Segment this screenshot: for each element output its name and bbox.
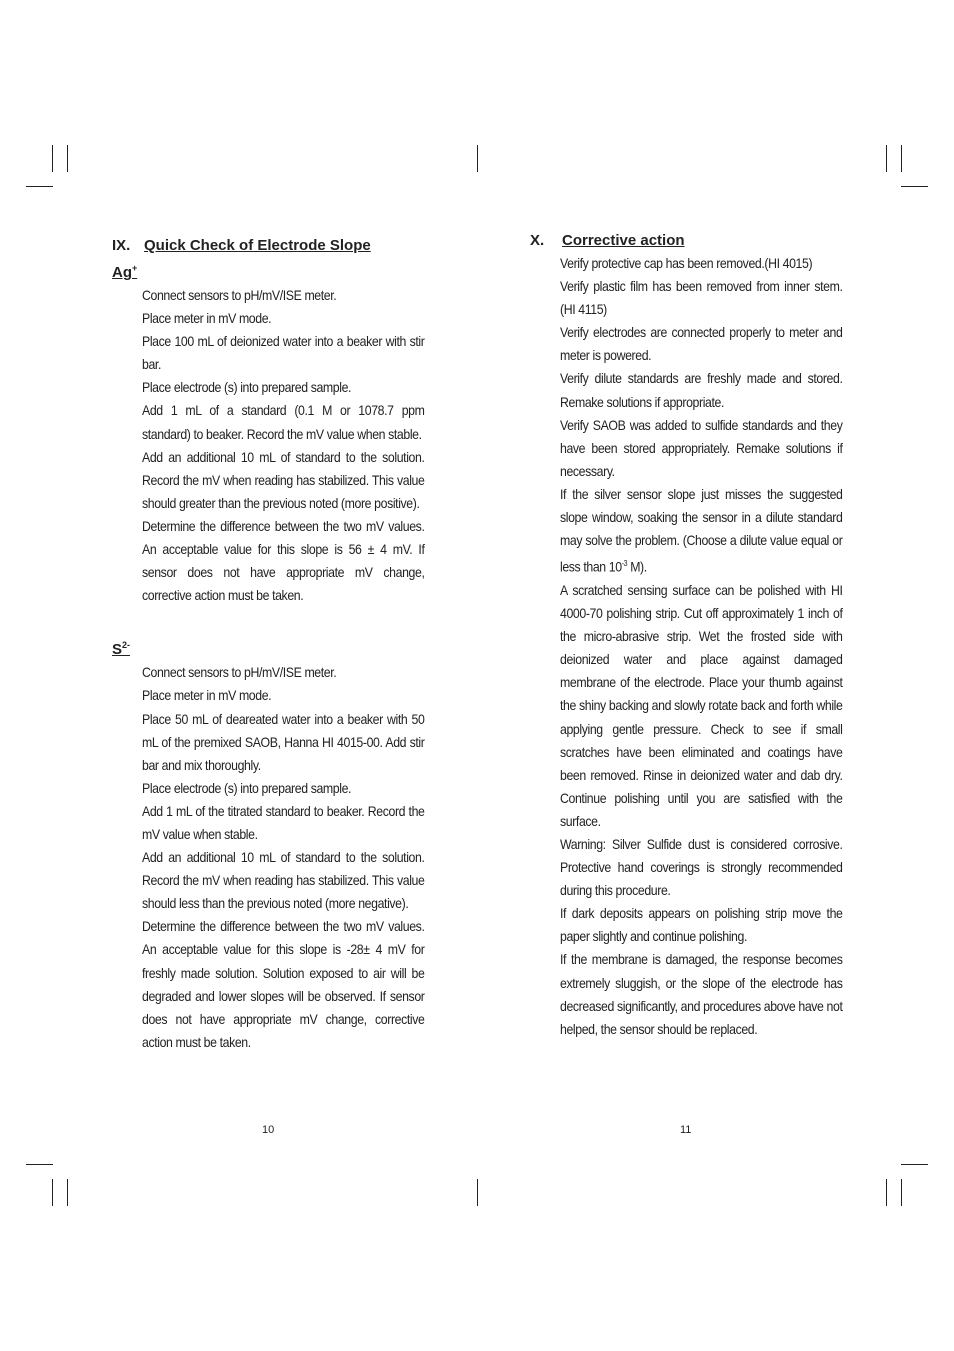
section-title: Corrective action <box>562 232 685 249</box>
step-text: Add an additional 10 mL of standard to the solution. Record the mV when reading has stabilized. This value should greater than the previous noted (more positive). <box>142 448 425 511</box>
step-text: Verify electrodes are connected properly to meter and meter is powered. <box>560 324 843 364</box>
right-page <box>530 229 842 1041</box>
step-text: Place 100 mL of deionized water into a beaker with stir bar. <box>142 333 425 373</box>
left-page <box>112 232 424 1054</box>
crop-mark <box>886 1179 887 1206</box>
crop-mark <box>26 1164 53 1165</box>
step-text: A scratched sensing surface can be polished with HI 4000-70 polishing strip. Cut off approximately 1 inch of the micro-abrasive strip. Wet the frosted side with deionized water and place against damaged membrane of the electrode. Place your thumb against the shiny backing and slowly rotate back and forth while applying gentle pressure. Check to see if small scratches have been eliminated and coatings have been removed. Rinse in deionized water and dab dry. Continue polishing until you are satisfied with the surface. <box>560 581 843 829</box>
step-text: Verify SAOB was added to sulfide standards and they have been stored appropriately. Remake solutions if necessary. <box>560 416 843 479</box>
sulfide-procedure <box>142 661 424 1054</box>
step-text: Add an additional 10 mL of standard to the solution. Record the mV when reading has stabilized. This value should less than the previous noted (more negative). <box>142 849 425 912</box>
corrective-steps <box>560 252 842 1041</box>
crop-mark <box>901 186 928 187</box>
crop-mark <box>477 145 478 172</box>
step-text: Place meter in mV mode. <box>142 687 272 704</box>
section-number: X. <box>530 232 545 249</box>
step-text: Determine the difference between the two mV values. An acceptable value for this slope is -28± 4 mV for freshly made solution. Solution exposed to air will be degraded and lower slopes will be observed. If sensor does not have appropriate mV change, corrective action must be taken. <box>142 918 425 1050</box>
step-text: Place meter in mV mode. <box>142 310 272 327</box>
step-text: Connect sensors to pH/mV/ISE meter. <box>142 287 337 303</box>
step-text: Place electrode (s) into prepared sample. <box>142 379 352 396</box>
crop-mark <box>477 1179 478 1206</box>
step-text: Determine the difference between the two mV values. An acceptable value for this slope is 56 ± 4 mV. If sensor does not have appropriate mV change, corrective action must be taken. <box>142 517 425 604</box>
crop-mark <box>886 145 887 172</box>
crop-mark <box>901 145 902 172</box>
section-heading <box>530 229 842 252</box>
crop-mark <box>52 1179 53 1206</box>
section-heading <box>112 234 424 257</box>
step-text: Add 1 mL of the titrated standard to beaker. Record the mV value when stable. <box>142 802 425 842</box>
step-text: Connect sensors to pH/mV/ISE meter. <box>142 664 337 681</box>
step-text: If the silver sensor slope just misses the suggested slope window, soaking the sensor in a dilute standard may solve the problem. (Choose a dilute value equal or less than $10^{-3}$ M). <box>560 485 843 575</box>
step-text: Place electrode (s) into prepared sample. <box>142 779 352 796</box>
step-text: Verify protective cap has been removed.(HI 4015) <box>560 255 813 271</box>
crop-mark <box>26 186 53 187</box>
silver-procedure <box>142 284 424 607</box>
section-number: IX. <box>112 237 131 254</box>
warning-text: Warning: Silver Sulfide dust is considered corrosive. Protective hand coverings is strongly recommended during this procedure. <box>560 836 843 899</box>
crop-mark <box>52 145 53 172</box>
ion-label-sulfide: $S^{2-}$ <box>112 640 131 659</box>
page-number: 10 <box>262 1124 275 1136</box>
page-number: 11 <box>680 1124 692 1136</box>
crop-mark <box>67 145 68 172</box>
crop-mark <box>67 1179 68 1206</box>
step-text: Place 50 mL of deareated water into a beaker with 50 mL of the premixed SAOB, Hanna HI 4015-00. Add stir bar and mix thoroughly. <box>142 710 425 773</box>
ion-label-silver: Ag+ <box>112 263 138 281</box>
section-title: Quick Check of Electrode Slope <box>144 237 371 254</box>
step-text: Verify dilute standards are freshly made and stored. Remake solutions if appropriate. <box>560 370 843 410</box>
step-text: If dark deposits appears on polishing strip move the paper slightly and continue polishing. <box>560 905 843 945</box>
step-text: If the membrane is damaged, the response becomes extremely sluggish, or the slope of the electrode has decreased significantly, and procedures above have not helped, the sensor should be replaced. <box>560 951 843 1037</box>
step-text: Verify plastic film has been removed from inner stem.(HI 4115) <box>560 278 843 318</box>
crop-mark <box>901 1179 902 1206</box>
step-text: Add 1 mL of a standard (0.1 M or 1078.7 ppm standard) to beaker. Record the mV value when stable. <box>142 402 425 442</box>
crop-mark <box>901 1164 928 1165</box>
